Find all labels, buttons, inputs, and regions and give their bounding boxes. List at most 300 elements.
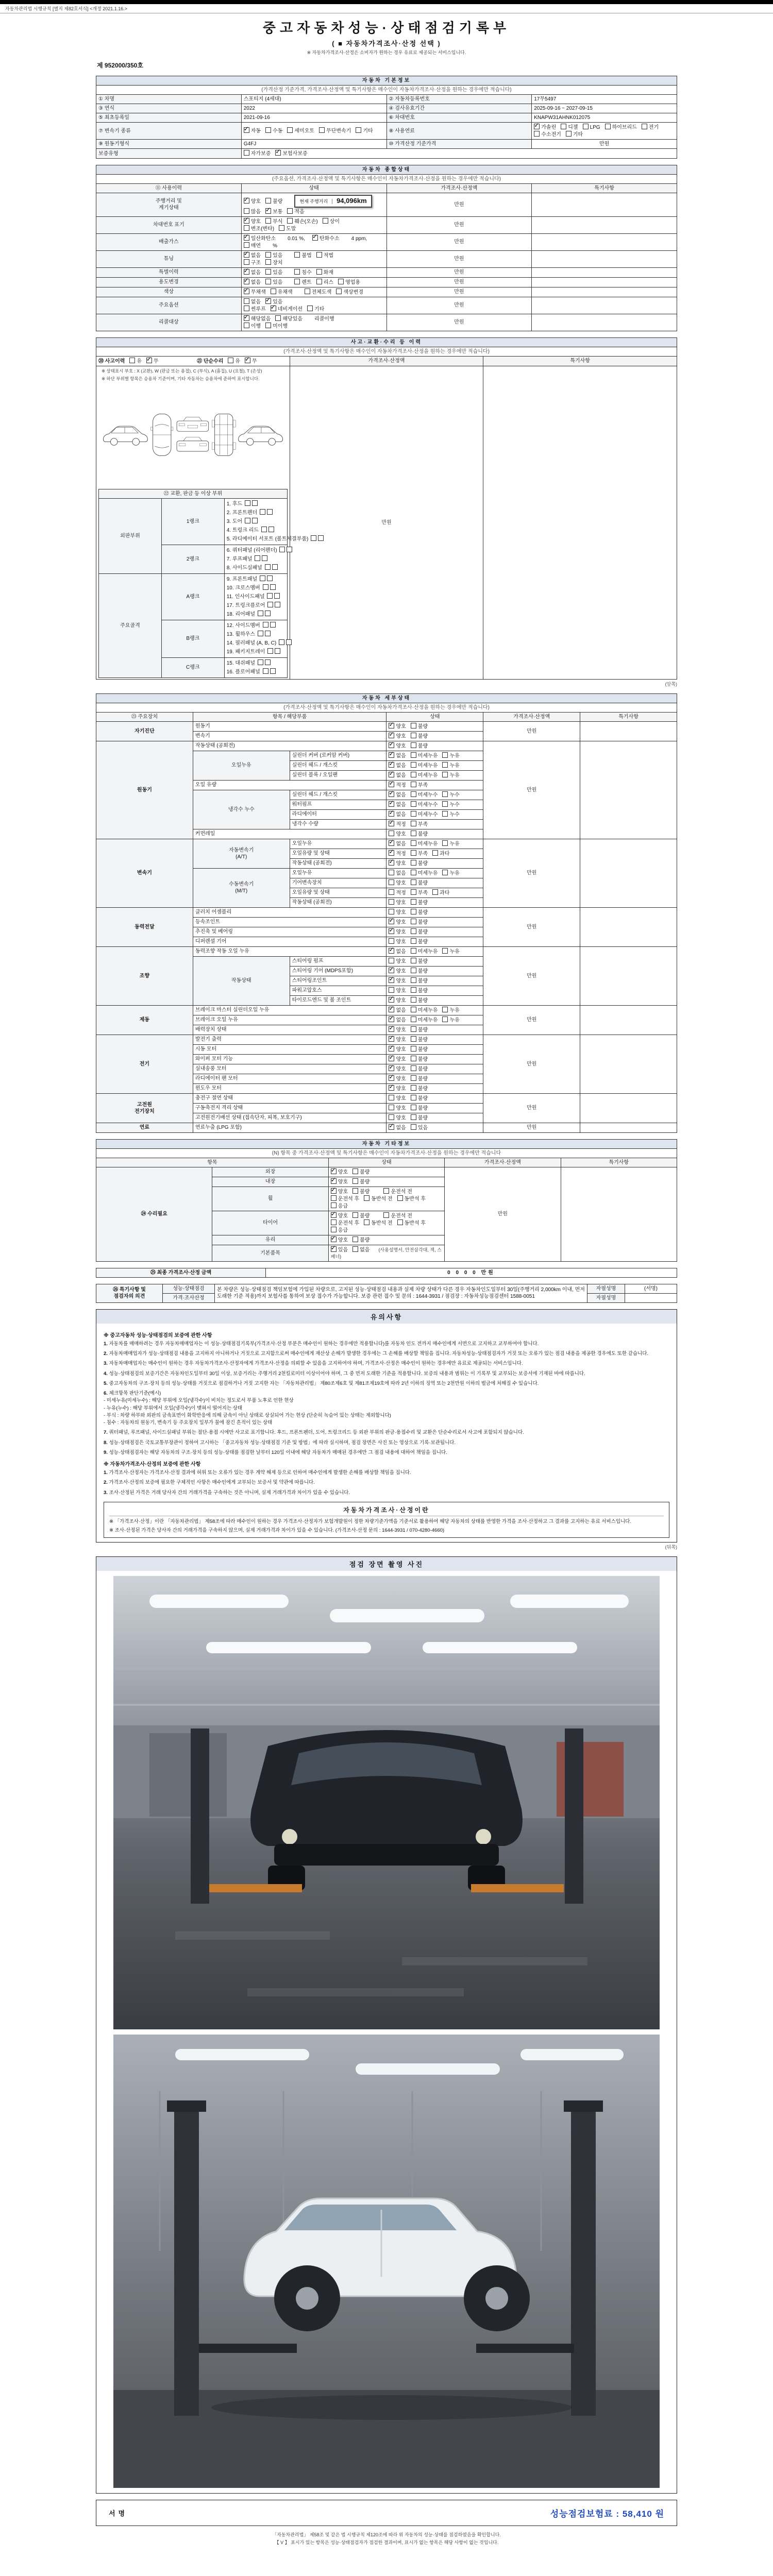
checkbox[interactable]: [411, 1105, 416, 1110]
checkbox-option[interactable]: [331, 1168, 348, 1176]
checkbox[interactable]: [411, 987, 416, 993]
checkbox-option[interactable]: [244, 218, 261, 225]
weld-checkbox[interactable]: [274, 593, 280, 599]
checkbox-option[interactable]: [411, 1105, 428, 1112]
checkbox-option[interactable]: [228, 358, 240, 365]
checkbox[interactable]: [411, 850, 416, 856]
checkbox[interactable]: [275, 315, 281, 321]
checkbox-option[interactable]: [411, 899, 428, 906]
checkbox[interactable]: [364, 1219, 369, 1225]
checkbox[interactable]: [389, 899, 394, 905]
checkbox-option[interactable]: [146, 358, 159, 365]
checkbox[interactable]: [411, 919, 416, 924]
checkbox-option[interactable]: [389, 821, 406, 828]
panel-item[interactable]: 19. 패키지트레이: [227, 648, 281, 656]
checkbox[interactable]: [244, 259, 249, 265]
panel-item[interactable]: 10. 크로스멤버: [227, 584, 276, 592]
checkbox-option[interactable]: [279, 225, 296, 232]
checkbox-option[interactable]: [389, 938, 406, 945]
checkbox-option[interactable]: [319, 127, 351, 134]
checkbox-option[interactable]: [411, 1095, 428, 1102]
checkbox[interactable]: [389, 1016, 394, 1022]
checkbox[interactable]: [364, 1195, 369, 1201]
checkbox[interactable]: [442, 762, 448, 768]
checkbox[interactable]: [389, 1075, 394, 1081]
exchange-checkbox[interactable]: [245, 500, 250, 506]
checkbox[interactable]: [411, 821, 416, 826]
checkbox-option[interactable]: [389, 1016, 406, 1024]
checkbox-option[interactable]: [411, 821, 428, 828]
checkbox[interactable]: [411, 948, 416, 954]
checkbox[interactable]: [352, 1212, 358, 1218]
checkbox[interactable]: [389, 919, 394, 924]
checkbox[interactable]: [389, 791, 394, 797]
panel-item[interactable]: 16. 플로어패널: [227, 668, 276, 676]
exchange-checkbox[interactable]: [265, 564, 271, 570]
checkbox[interactable]: [265, 208, 271, 214]
checkbox[interactable]: [389, 1114, 394, 1120]
checkbox-option[interactable]: [352, 1188, 369, 1195]
checkbox[interactable]: [411, 1036, 416, 1042]
checkbox[interactable]: [411, 860, 416, 866]
checkbox[interactable]: [244, 323, 249, 328]
checkbox-option[interactable]: [389, 1124, 406, 1131]
checkbox-option[interactable]: [244, 208, 261, 215]
checkbox-option[interactable]: [265, 323, 288, 330]
checkbox-option[interactable]: [411, 1016, 438, 1024]
checkbox-option[interactable]: [411, 968, 428, 975]
checkbox[interactable]: [352, 1246, 358, 1252]
checkbox-option[interactable]: [389, 1026, 406, 1033]
checkbox-option[interactable]: [244, 150, 271, 157]
checkbox[interactable]: [389, 1036, 394, 1042]
checkbox-option[interactable]: [316, 279, 333, 286]
checkbox-option[interactable]: [389, 928, 406, 936]
checkbox[interactable]: [442, 870, 448, 875]
checkbox-option[interactable]: [389, 1114, 406, 1122]
checkbox[interactable]: [244, 298, 249, 304]
checkbox[interactable]: [352, 1188, 358, 1194]
checkbox-option[interactable]: [389, 752, 406, 759]
checkbox-option[interactable]: [389, 860, 406, 867]
checkbox-option[interactable]: [271, 306, 303, 313]
checkbox-option[interactable]: [411, 742, 428, 750]
sign-space-1[interactable]: (서명): [625, 1284, 677, 1293]
checkbox[interactable]: [319, 127, 325, 133]
checkbox-option[interactable]: [389, 791, 406, 799]
checkbox-option[interactable]: [294, 252, 311, 259]
checkbox[interactable]: [397, 1219, 403, 1225]
checkbox[interactable]: [411, 840, 416, 846]
checkbox-option[interactable]: [442, 840, 459, 848]
weld-checkbox[interactable]: [286, 639, 292, 645]
checkbox-option[interactable]: [389, 977, 406, 985]
checkbox[interactable]: [411, 1026, 416, 1032]
checkbox[interactable]: [331, 1219, 337, 1225]
checkbox[interactable]: [397, 1195, 403, 1201]
weld-checkbox[interactable]: [265, 659, 271, 665]
checkbox[interactable]: [265, 252, 271, 258]
checkbox[interactable]: [411, 1046, 416, 1052]
checkbox-option[interactable]: [442, 811, 459, 818]
checkbox-option[interactable]: [411, 782, 428, 789]
checkbox-option[interactable]: [331, 1246, 348, 1253]
checkbox[interactable]: [129, 358, 135, 363]
checkbox-option[interactable]: [411, 919, 428, 926]
checkbox-option[interactable]: [287, 218, 317, 225]
exchange-checkbox[interactable]: [263, 622, 268, 628]
checkbox[interactable]: [244, 289, 249, 294]
panel-item[interactable]: 7. 루프패널: [227, 555, 268, 564]
checkbox[interactable]: [331, 1236, 337, 1242]
checkbox-option[interactable]: [244, 127, 261, 134]
exchange-checkbox[interactable]: [258, 659, 263, 665]
checkbox-option[interactable]: [265, 208, 282, 215]
checkbox[interactable]: [389, 1026, 394, 1032]
exchange-checkbox[interactable]: [255, 555, 260, 561]
checkbox[interactable]: [279, 225, 284, 231]
weld-checkbox[interactable]: [268, 527, 274, 532]
checkbox[interactable]: [411, 1085, 416, 1091]
checkbox-option[interactable]: [265, 198, 282, 205]
checkbox[interactable]: [331, 1178, 337, 1184]
weld-checkbox[interactable]: [267, 509, 273, 515]
weld-checkbox[interactable]: [275, 602, 280, 607]
checkbox[interactable]: [389, 840, 394, 846]
panel-item[interactable]: 15. 대쉬패널: [227, 659, 271, 668]
checkbox-option[interactable]: [534, 131, 561, 138]
checkbox-option[interactable]: [244, 259, 261, 266]
checkbox[interactable]: [265, 127, 271, 133]
exchange-checkbox[interactable]: [258, 631, 263, 636]
checkbox-option[interactable]: [244, 315, 271, 323]
checkbox-option[interactable]: [389, 1075, 406, 1082]
checkbox-option[interactable]: [442, 791, 459, 799]
checkbox[interactable]: [244, 306, 249, 311]
checkbox-option[interactable]: [389, 997, 406, 1004]
checkbox[interactable]: [356, 127, 361, 133]
checkbox-option[interactable]: [352, 1236, 369, 1244]
checkbox[interactable]: [245, 358, 250, 363]
panel-item[interactable]: 11. 인사이드패널: [227, 592, 281, 601]
checkbox[interactable]: [307, 306, 313, 311]
exchange-checkbox[interactable]: [267, 648, 273, 654]
checkbox[interactable]: [389, 782, 394, 787]
checkbox[interactable]: [442, 948, 448, 954]
panel-item[interactable]: 2. 프론트펜더: [227, 509, 273, 517]
checkbox-option[interactable]: [294, 269, 311, 276]
checkbox[interactable]: [411, 752, 416, 758]
checkbox-option[interactable]: [265, 252, 282, 259]
checkbox-option[interactable]: [244, 298, 261, 306]
checkbox[interactable]: [389, 733, 394, 738]
checkbox[interactable]: [389, 742, 394, 748]
checkbox-option[interactable]: [331, 1219, 359, 1227]
checkbox[interactable]: [244, 252, 249, 258]
checkbox-option[interactable]: [389, 1105, 406, 1112]
checkbox-option[interactable]: [129, 358, 142, 365]
checkbox-option[interactable]: [338, 279, 360, 286]
checkbox-option[interactable]: [605, 124, 637, 131]
checkbox-option[interactable]: [389, 1046, 406, 1053]
checkbox-option[interactable]: [364, 1195, 392, 1202]
checkbox[interactable]: [336, 289, 342, 294]
checkbox-option[interactable]: [411, 1075, 428, 1082]
checkbox-option[interactable]: [389, 909, 406, 916]
checkbox-option[interactable]: [397, 1219, 426, 1227]
checkbox[interactable]: [389, 909, 394, 914]
checkbox[interactable]: [442, 811, 448, 817]
checkbox[interactable]: [331, 1188, 337, 1194]
checkbox-option[interactable]: [583, 124, 600, 131]
checkbox[interactable]: [383, 1188, 389, 1194]
panel-item[interactable]: 18. 리어패널: [227, 610, 271, 619]
checkbox[interactable]: [389, 1085, 394, 1091]
checkbox-option[interactable]: [265, 279, 282, 286]
checkbox-option[interactable]: [275, 150, 307, 157]
panel-item[interactable]: 13. 휠하우스: [227, 630, 271, 639]
checkbox[interactable]: [331, 1212, 337, 1218]
checkbox[interactable]: [411, 928, 416, 934]
checkbox-option[interactable]: [389, 840, 406, 848]
checkbox[interactable]: [244, 235, 249, 241]
checkbox[interactable]: [265, 323, 271, 328]
checkbox-option[interactable]: [316, 269, 333, 276]
checkbox-option[interactable]: [336, 289, 363, 296]
checkbox[interactable]: [244, 150, 249, 156]
checkbox-option[interactable]: [411, 840, 438, 848]
checkbox-option[interactable]: [352, 1246, 369, 1253]
exchange-checkbox[interactable]: [311, 535, 316, 541]
checkbox-option[interactable]: [307, 306, 324, 313]
checkbox-option[interactable]: [432, 850, 449, 857]
checkbox-option[interactable]: [244, 252, 261, 259]
checkbox[interactable]: [534, 131, 540, 137]
checkbox-option[interactable]: [244, 242, 261, 249]
checkbox[interactable]: [389, 879, 394, 885]
checkbox[interactable]: [605, 124, 611, 129]
checkbox[interactable]: [294, 252, 300, 258]
checkbox-option[interactable]: [534, 124, 556, 131]
checkbox[interactable]: [352, 1236, 358, 1242]
checkbox[interactable]: [411, 811, 416, 817]
checkbox[interactable]: [411, 938, 416, 944]
checkbox[interactable]: [316, 279, 322, 284]
checkbox[interactable]: [561, 124, 566, 129]
checkbox[interactable]: [271, 289, 276, 294]
checkbox-option[interactable]: [411, 1065, 428, 1073]
checkbox-option[interactable]: [411, 879, 428, 887]
checkbox[interactable]: [411, 1056, 416, 1061]
checkbox-option[interactable]: [411, 860, 428, 867]
checkbox[interactable]: [389, 752, 394, 758]
checkbox[interactable]: [316, 252, 322, 258]
checkbox-option[interactable]: [389, 879, 406, 887]
checkbox[interactable]: [389, 762, 394, 768]
checkbox-option[interactable]: [352, 1212, 369, 1219]
checkbox-option[interactable]: [411, 762, 438, 769]
panel-item[interactable]: 14. 필러패널 (A, B, C): [227, 639, 292, 648]
checkbox[interactable]: [534, 124, 540, 129]
checkbox[interactable]: [389, 977, 394, 983]
panel-item[interactable]: 8. 사이드실패널: [227, 564, 278, 572]
checkbox-option[interactable]: [442, 1016, 459, 1024]
checkbox[interactable]: [411, 733, 416, 738]
checkbox-option[interactable]: [389, 723, 406, 730]
weld-checkbox[interactable]: [270, 668, 276, 674]
checkbox[interactable]: [432, 889, 438, 895]
checkbox-option[interactable]: [331, 1188, 348, 1195]
checkbox[interactable]: [411, 1114, 416, 1120]
checkbox-option[interactable]: [389, 899, 406, 906]
weld-checkbox[interactable]: [252, 500, 258, 506]
panel-item[interactable]: 6. 쿼터패널 (리어펜더): [227, 546, 293, 555]
checkbox[interactable]: [271, 306, 276, 311]
checkbox[interactable]: [331, 1168, 337, 1174]
checkbox[interactable]: [287, 127, 293, 133]
checkbox-option[interactable]: [364, 1219, 392, 1227]
checkbox[interactable]: [411, 831, 416, 836]
checkbox[interactable]: [331, 1246, 337, 1252]
checkbox[interactable]: [265, 279, 271, 284]
checkbox-option[interactable]: [316, 252, 333, 259]
checkbox[interactable]: [411, 772, 416, 777]
checkbox-option[interactable]: [244, 306, 266, 313]
checkbox[interactable]: [389, 948, 394, 954]
weld-checkbox[interactable]: [287, 547, 292, 552]
checkbox[interactable]: [411, 899, 416, 905]
checkbox[interactable]: [389, 1007, 394, 1012]
checkbox-option[interactable]: [411, 987, 428, 994]
checkbox-option[interactable]: [411, 1007, 438, 1014]
checkbox-option[interactable]: [411, 733, 428, 740]
checkbox-option[interactable]: [287, 127, 314, 134]
weld-checkbox[interactable]: [262, 555, 267, 561]
checkbox-option[interactable]: [275, 315, 303, 323]
checkbox[interactable]: [411, 968, 416, 973]
checkbox[interactable]: [442, 1016, 448, 1022]
checkbox-option[interactable]: [244, 279, 261, 286]
checkbox[interactable]: [411, 889, 416, 895]
checkbox[interactable]: [411, 1016, 416, 1022]
checkbox[interactable]: [389, 870, 394, 875]
checkbox-option[interactable]: [411, 1046, 428, 1053]
checkbox[interactable]: [244, 225, 249, 231]
checkbox-option[interactable]: [411, 948, 438, 955]
checkbox[interactable]: [389, 1065, 394, 1071]
checkbox-option[interactable]: [411, 831, 428, 838]
panel-item[interactable]: 1. 후드: [227, 500, 258, 509]
checkbox-option[interactable]: [331, 1202, 348, 1210]
checkbox[interactable]: [411, 870, 416, 875]
checkbox-option[interactable]: [442, 948, 459, 955]
checkbox-option[interactable]: [411, 1056, 428, 1063]
checkbox[interactable]: [389, 860, 394, 866]
checkbox-option[interactable]: [389, 782, 406, 789]
checkbox-option[interactable]: [411, 889, 428, 896]
checkbox-option[interactable]: [389, 968, 406, 975]
checkbox[interactable]: [338, 279, 344, 284]
checkbox[interactable]: [442, 791, 448, 797]
checkbox[interactable]: [389, 958, 394, 963]
checkbox[interactable]: [389, 811, 394, 817]
checkbox-option[interactable]: [287, 208, 304, 215]
exchange-checkbox[interactable]: [260, 575, 265, 581]
checkbox[interactable]: [411, 1075, 416, 1081]
checkbox-option[interactable]: [411, 1124, 428, 1131]
checkbox[interactable]: [442, 840, 448, 846]
checkbox-option[interactable]: [411, 938, 428, 945]
checkbox[interactable]: [389, 821, 394, 826]
checkbox-option[interactable]: [411, 1026, 428, 1033]
checkbox[interactable]: [323, 218, 328, 224]
checkbox[interactable]: [265, 198, 271, 204]
checkbox[interactable]: [442, 772, 448, 777]
checkbox-option[interactable]: [397, 1195, 426, 1202]
checkbox[interactable]: [265, 269, 271, 275]
checkbox[interactable]: [411, 791, 416, 797]
weld-checkbox[interactable]: [272, 564, 278, 570]
checkbox[interactable]: [389, 997, 394, 1003]
checkbox[interactable]: [389, 801, 394, 807]
checkbox-option[interactable]: [331, 1236, 348, 1244]
checkbox[interactable]: [331, 1227, 337, 1232]
checkbox-option[interactable]: [389, 801, 406, 808]
checkbox[interactable]: [389, 1124, 394, 1130]
checkbox-option[interactable]: [389, 1056, 406, 1063]
checkbox-option[interactable]: [271, 289, 293, 296]
exchange-checkbox[interactable]: [267, 602, 273, 607]
sign-space-2[interactable]: [625, 1293, 677, 1302]
checkbox[interactable]: [244, 269, 249, 275]
checkbox-option[interactable]: [442, 1007, 459, 1014]
checkbox-option[interactable]: [352, 1168, 369, 1176]
checkbox[interactable]: [411, 782, 416, 787]
weld-checkbox[interactable]: [265, 631, 271, 636]
checkbox[interactable]: [389, 928, 394, 934]
checkbox[interactable]: [287, 208, 293, 214]
checkbox[interactable]: [411, 742, 416, 748]
checkbox[interactable]: [352, 1178, 358, 1184]
checkbox-option[interactable]: [411, 997, 428, 1004]
checkbox-option[interactable]: [442, 772, 459, 779]
checkbox-option[interactable]: [389, 1095, 406, 1102]
checkbox-option[interactable]: [389, 1065, 406, 1073]
checkbox[interactable]: [389, 1046, 394, 1052]
checkbox-option[interactable]: [566, 131, 583, 138]
checkbox-option[interactable]: [411, 909, 428, 916]
checkbox-option[interactable]: [411, 752, 438, 759]
checkbox-option[interactable]: [389, 870, 406, 877]
panel-item[interactable]: 17. 트렁크플로어: [227, 601, 281, 610]
exchange-checkbox[interactable]: [260, 509, 265, 515]
checkbox-option[interactable]: [356, 127, 373, 134]
checkbox-option[interactable]: [389, 850, 406, 857]
checkbox-option[interactable]: [642, 124, 659, 131]
checkbox[interactable]: [331, 1195, 337, 1201]
exchange-checkbox[interactable]: [279, 639, 284, 645]
checkbox[interactable]: [294, 269, 300, 275]
checkbox[interactable]: [316, 269, 322, 275]
checkbox-option[interactable]: [411, 791, 438, 799]
exchange-checkbox[interactable]: [263, 668, 268, 674]
checkbox-option[interactable]: [389, 733, 406, 740]
checkbox-option[interactable]: [323, 218, 340, 225]
checkbox-option[interactable]: [389, 1085, 406, 1092]
checkbox-option[interactable]: [442, 870, 459, 877]
checkbox[interactable]: [265, 259, 271, 265]
checkbox-option[interactable]: [389, 958, 406, 965]
